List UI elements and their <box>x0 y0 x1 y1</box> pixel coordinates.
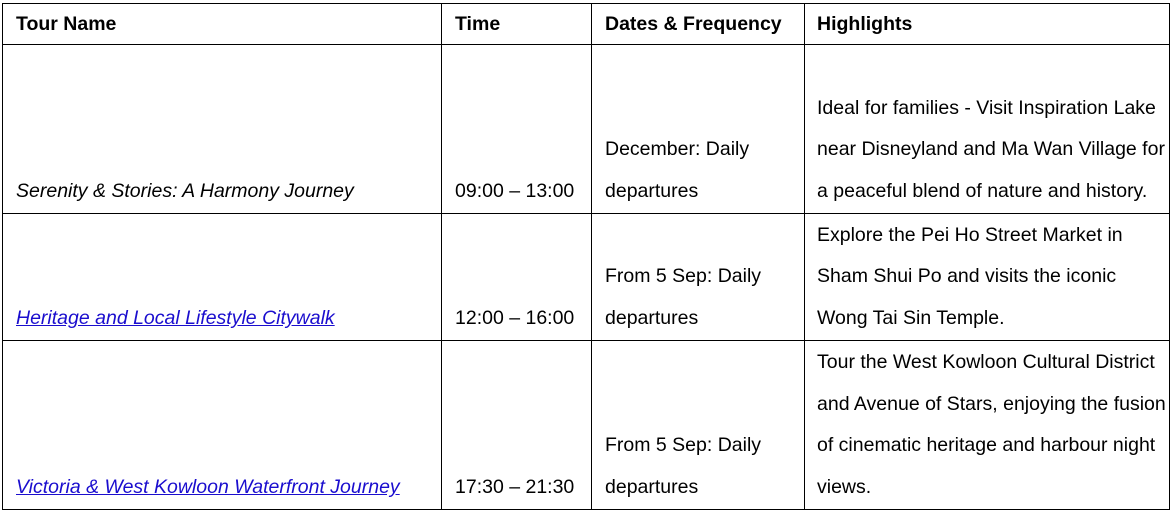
tour-dates: From 5 Sep: Daily departures <box>592 341 805 510</box>
tours-table <box>2 3 1170 510</box>
header-tour-name: Tour Name <box>3 4 442 45</box>
tour-dates: From 5 Sep: Daily departures <box>592 214 805 341</box>
table-header-row <box>3 4 1170 45</box>
tour-dates: December: Daily departures <box>592 45 805 214</box>
tour-name-cell <box>3 214 442 341</box>
tour-name-link[interactable]: Heritage and Local Lifestyle Citywalk <box>16 307 335 330</box>
header-dates-frequency: Dates & Frequency <box>592 4 805 45</box>
tour-highlights: Ideal for families - Visit Inspiration Lake near Disneyland and Ma Wan Village for a peaceful blend of nature and history. <box>805 45 1170 214</box>
tour-name-cell <box>3 341 442 510</box>
tour-name-cell <box>3 45 442 214</box>
table-row <box>3 214 1170 341</box>
tour-highlights: Tour the West Kowloon Cultural District and Avenue of Stars, enjoying the fusion of cinematic heritage and harbour night views. <box>805 341 1170 510</box>
tour-time: 09:00 – 13:00 <box>442 45 592 214</box>
tour-time: 17:30 – 21:30 <box>442 341 592 510</box>
tour-name: Serenity & Stories: A Harmony Journey <box>16 180 354 203</box>
tour-highlights: Explore the Pei Ho Street Market in Sham Shui Po and visits the iconic Wong Tai Sin Temple. <box>805 214 1170 341</box>
tour-name-link[interactable]: Victoria & West Kowloon Waterfront Journey <box>16 476 400 499</box>
table-row <box>3 45 1170 214</box>
table-row <box>3 341 1170 510</box>
header-time: Time <box>442 4 592 45</box>
tour-time: 12:00 – 16:00 <box>442 214 592 341</box>
header-highlights: Highlights <box>805 4 1170 45</box>
